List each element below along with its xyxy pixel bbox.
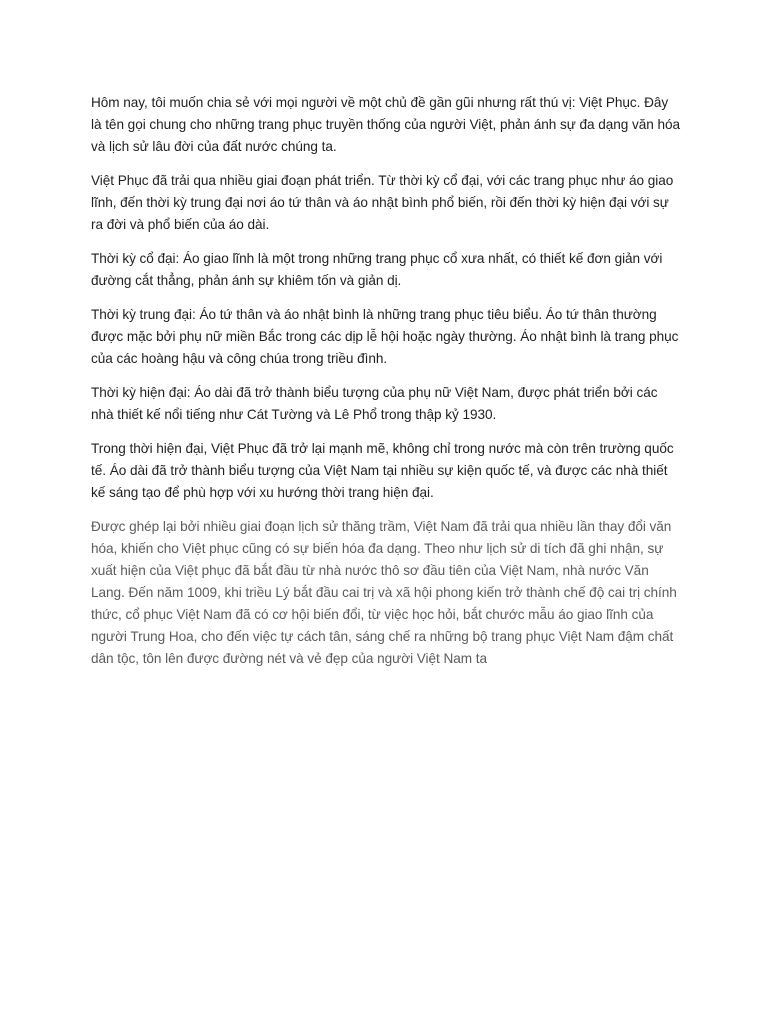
paragraph-ancient-period: Thời kỳ cổ đại: Áo giao lĩnh là một trong những trang phục cổ xưa nhất, có thiết kế đơn giản với đường cắt thẳng, phản ánh sự khiêm tốn và giản dị. bbox=[91, 251, 663, 288]
paragraph-intro: Hôm nay, tôi muốn chia sẻ với mọi người về một chủ đề gần gũi nhưng rất thú vị: Việt Phục. Đây là tên gọi chung cho những trang phục truyền thống của người Việt, phản ánh sự đa dạng văn hóa và lịch sử lâu đời của đất nước chúng ta. bbox=[91, 95, 681, 154]
paragraph-history: Được ghép lại bởi nhiều giai đoạn lịch sử thăng trầm, Việt Nam đã trải qua nhiều lần thay đổi văn hóa, khiến cho Việt phục cũng có sự biến hóa đa dạng. Theo như lịch sử di tích đã ghi nhận, sự xuất hiện của Việt phục đã bắt đầu từ nhà nước thô sơ đầu tiên của Việt Nam, nhà nước Văn Lang. Đến năm 1009, khi triều Lý bắt đầu cai trị và xã hội phong kiến trở thành chế độ cai trị chính thức, cổ phục Việt Nam đã có cơ hội biến đổi, từ việc học hỏi, bắt chước mẫu áo giao lĩnh của người Trung Hoa, cho đến việc tự cách tân, sáng chế ra những bộ trang phục Việt Nam đậm chất dân tộc, tôn lên được đường nét và vẻ đẹp của người Việt Nam ta bbox=[91, 519, 677, 666]
paragraph-medieval-period: Thời kỳ trung đại: Áo tứ thân và áo nhật bình là những trang phục tiêu biểu. Áo tứ thân thường được mặc bởi phụ nữ miền Bắc trong các dịp lễ hội hoặc ngày thường. Áo nhật bình là trang phục của các hoàng hậu và công chúa trong triều đình. bbox=[91, 307, 679, 366]
document-body bbox=[91, 92, 681, 682]
paragraph-contemporary: Trong thời hiện đại, Việt Phục đã trở lại mạnh mẽ, không chỉ trong nước mà còn trên trường quốc tế. Áo dài đã trở thành biểu tượng của Việt Nam tại nhiều sự kiện quốc tế, và được các nhà thiết kế sáng tạo để phù hợp với xu hướng thời trang hiện đại. bbox=[91, 441, 674, 500]
paragraph-modern-period: Thời kỳ hiện đại: Áo dài đã trở thành biểu tượng của phụ nữ Việt Nam, được phát triển bởi các nhà thiết kế nổi tiếng như Cát Tường và Lê Phổ trong thập kỷ 1930. bbox=[91, 385, 658, 422]
paragraph-development: Việt Phục đã trải qua nhiều giai đoạn phát triển. Từ thời kỳ cổ đại, với các trang phục như áo giao lĩnh, đến thời kỳ trung đại nơi áo tứ thân và áo nhật bình phổ biến, rồi đến thời kỳ hiện đại với sự ra đời và phổ biến của áo dài. bbox=[91, 173, 674, 232]
